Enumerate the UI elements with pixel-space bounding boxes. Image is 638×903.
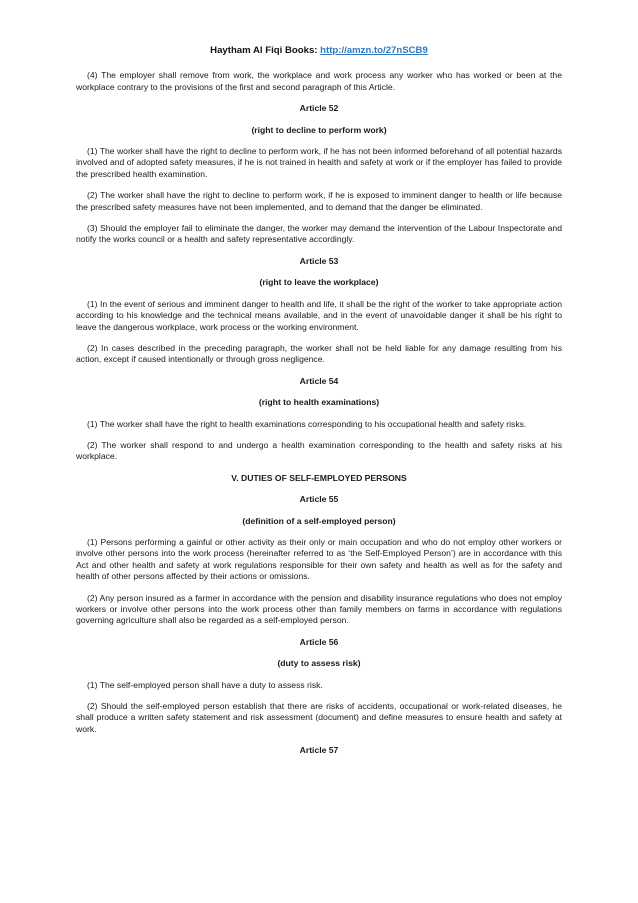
document-page [76,45,562,767]
article-number: Article 56 [299,636,339,647]
article-number: Article 52 [299,103,339,114]
paragraph: (1) In the event of serious and imminent danger to health and life, it shall be the right of the worker to take appropriate action according to his knowledge and the technical means available, and in the event of unavoidable danger it shall be his right to leave the dangerous workplace, work process or the working environment. [76,298,562,332]
article-number: Article 53 [299,255,339,266]
section-heading: V. DUTIES OF SELF-EMPLOYED PERSONS [231,472,407,483]
paragraph: (2) In cases described in the preceding paragraph, the worker shall not be held liable for any damage resulting from his action, except if caused intentionally or through gross negligence. [76,342,562,365]
header-prefix: Haytham Al Fiqi Books: [210,45,321,56]
paragraph: (2) The worker shall respond to and undergo a health examination corresponding to the health and safety risks at his workplace. [76,439,562,462]
header-link[interactable]: http://amzn.to/27nSCB9 [320,45,428,56]
paragraph: (3) Should the employer fail to eliminate the danger, the worker may demand the intervention of the Labour Inspectorate and notify the works council or a health and safety representative accordingly. [76,223,562,245]
article-heading: (right to health examinations) [258,397,380,408]
paragraph: (2) Should the self-employed person establish that there are risks of accidents, occupational or work-related diseases, he shall produce a written safety statement and risk assessment (document) and define measures to ensure health and safety at work. [76,701,562,734]
article-number: Article 57 [299,745,339,756]
article-heading: (duty to assess risk) [277,658,361,669]
article-heading: (right to decline to perform work) [251,124,387,135]
paragraph: (1) The self-employed person shall have a duty to assess risk. [87,679,323,690]
paragraph: (2) Any person insured as a farmer in accordance with the pension and disability insurance regulations who does not employ workers or involve other persons into the work process other than family members on farms in accordance with regulations governing agriculture shall also be regarded as a self-employed person. [76,592,562,626]
article-heading: (right to leave the workplace) [259,277,379,288]
document-body [76,70,562,756]
paragraph: (1) Persons performing a gainful or other activity as their only or main occupation and who do not employ other workers or involve other persons into the work process (hereinafter referred to as ‘the Self-Employed Person’) are in accordance with this Act and other health and safety at work regulations responsible for their own safety and health as well as for the safety and health of other persons affected by their actions or omissions. [76,536,562,582]
article-number: Article 55 [299,494,339,505]
paragraph: (2) The worker shall have the right to decline to perform work, if he is exposed to imminent danger to health or life because the prescribed safety measures have not been implemented, and to demand that the danger be eliminated. [76,190,562,212]
page-header [76,45,562,56]
paragraph: (4) The employer shall remove from work, the workplace and work process any worker who has worked or been at the workplace contrary to the provisions of the first and second paragraph of this Article. [76,70,562,92]
paragraph: (1) The worker shall have the right to decline to perform work, if he has not been informed beforehand of all potential hazards involved and of adopted safety measures, if he is not trained in health and safety at work or if the employer has failed to provide the prescribed health examination. [76,146,562,179]
article-number: Article 54 [299,375,339,386]
paragraph: (1) The worker shall have the right to health examinations corresponding to his occupational health and safety risks. [87,418,527,429]
article-heading: (definition of a self-employed person) [242,515,396,526]
